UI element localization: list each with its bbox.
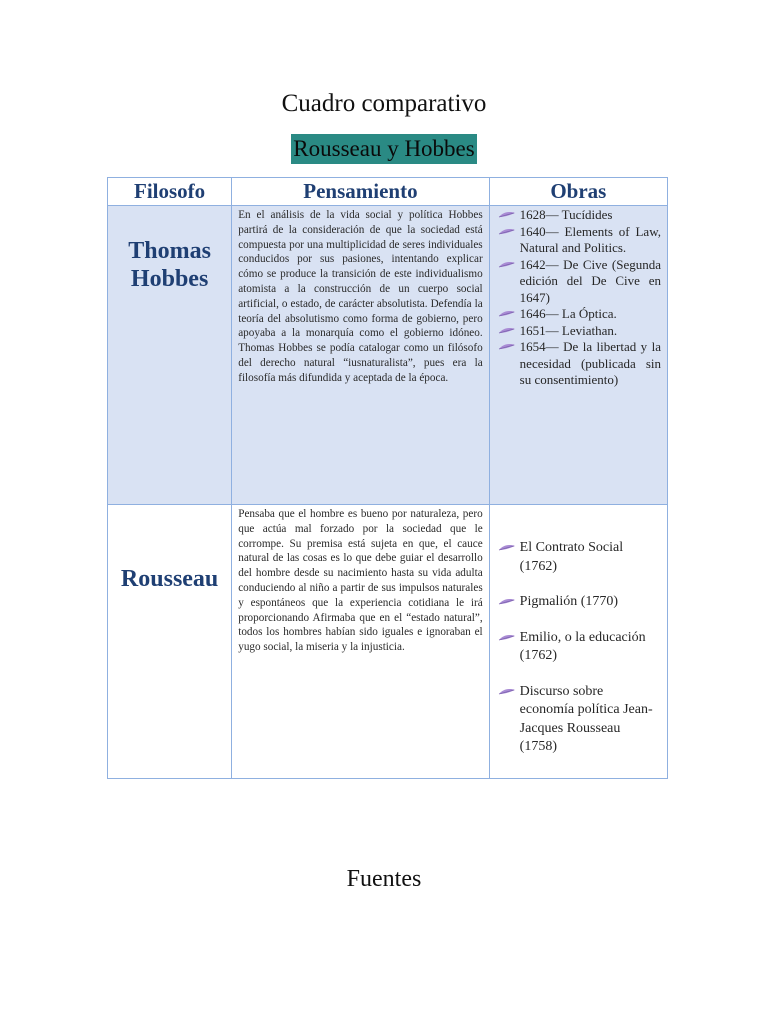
feather-icon [498,544,516,552]
philosopher-cell [108,206,232,505]
philosopher-name: Thomas Hobbes [128,238,211,292]
sources-heading: Fuentes [346,866,422,892]
subtitle-wrapper [0,134,768,164]
works-list [490,206,667,389]
list-item: Discurso sobre economía política Jean-Jacques Rousseau (1758) [520,683,661,757]
works-cell [489,206,667,505]
feather-icon [498,310,516,318]
feather-icon [498,634,516,642]
thought-cell [232,206,489,505]
subtitle: Rousseau y Hobbes [291,134,476,164]
list-item: El Contrato Social (1762) [520,539,661,576]
thought-text: Pensaba que el hombre es bueno por naturaleza, pero que actúa mal forzado por la sociedad que le corrompe. Su premisa está sujeta en que, el cauce natural de las cosas es lo que debe guiar el desarrollo del hombre desde su nacimiento hasta su vida adulta conduciendo al niño a partir de sus impulsos naturales y espontáneos que la experiencia cotidiana le irá proporcionando Afirmaba que en el “estado natural”, todos los hombres habían sido iguales e ignoraban el yugo social, la miseria y la injusticia. [238,508,483,654]
thought-text: En el análisis de la vida social y política Hobbes partirá de la consideración de que la sociedad está compuesta por una multiplicidad de seres individuales conducidos por sus pasiones, intentando explicar cómo se produce la transición de este individualismo atomista a la construcción de un cuerpo social artificial, o estado, de carácter absolutista. Defendía la teoría del absolutismo como forma de gobierno, pero apoyaba a la monarquía como el gobierno idóneo. Thomas Hobbes se podía catalogar como un filósofo del derecho natural “iusnaturalista”, pues era la filosofía más difundida y aceptada de la época. [238,209,483,384]
philosopher-name: Rousseau [120,566,219,592]
works-list [490,505,667,757]
list-item: 1651— Leviathan. [520,323,661,340]
list-item: 1646— La Óptica. [520,306,661,323]
thought-cell [232,505,489,779]
page-title: Cuadro comparativo [281,90,487,117]
header-row [108,178,668,206]
list-item: 1640— Elements of Law, Natural and Politics. [520,224,661,257]
works-cell [489,505,667,779]
list-item: Emilio, o la educación (1762) [520,629,661,666]
list-item: 1628— Tucídides [520,207,661,224]
feather-icon [498,598,516,606]
header-obras: Obras [489,178,667,206]
feather-icon [498,327,516,335]
feather-icon [498,343,516,351]
feather-icon [498,261,516,269]
list-item: Pigmalión (1770) [520,593,661,612]
table-row [108,505,668,779]
table-row [108,206,668,505]
header-filosofo: Filosofo [108,178,232,206]
feather-icon [498,688,516,696]
feather-icon [498,211,516,219]
header-pensamiento: Pensamiento [232,178,489,206]
list-item: 1642— De Cive (Segunda edición del De Cive en 1647) [520,257,661,307]
philosopher-cell [108,505,232,779]
list-item: 1654— De la libertad y la necesidad (publicada sin su consentimiento) [520,339,661,389]
comparison-table [107,177,668,779]
feather-icon [498,228,516,236]
